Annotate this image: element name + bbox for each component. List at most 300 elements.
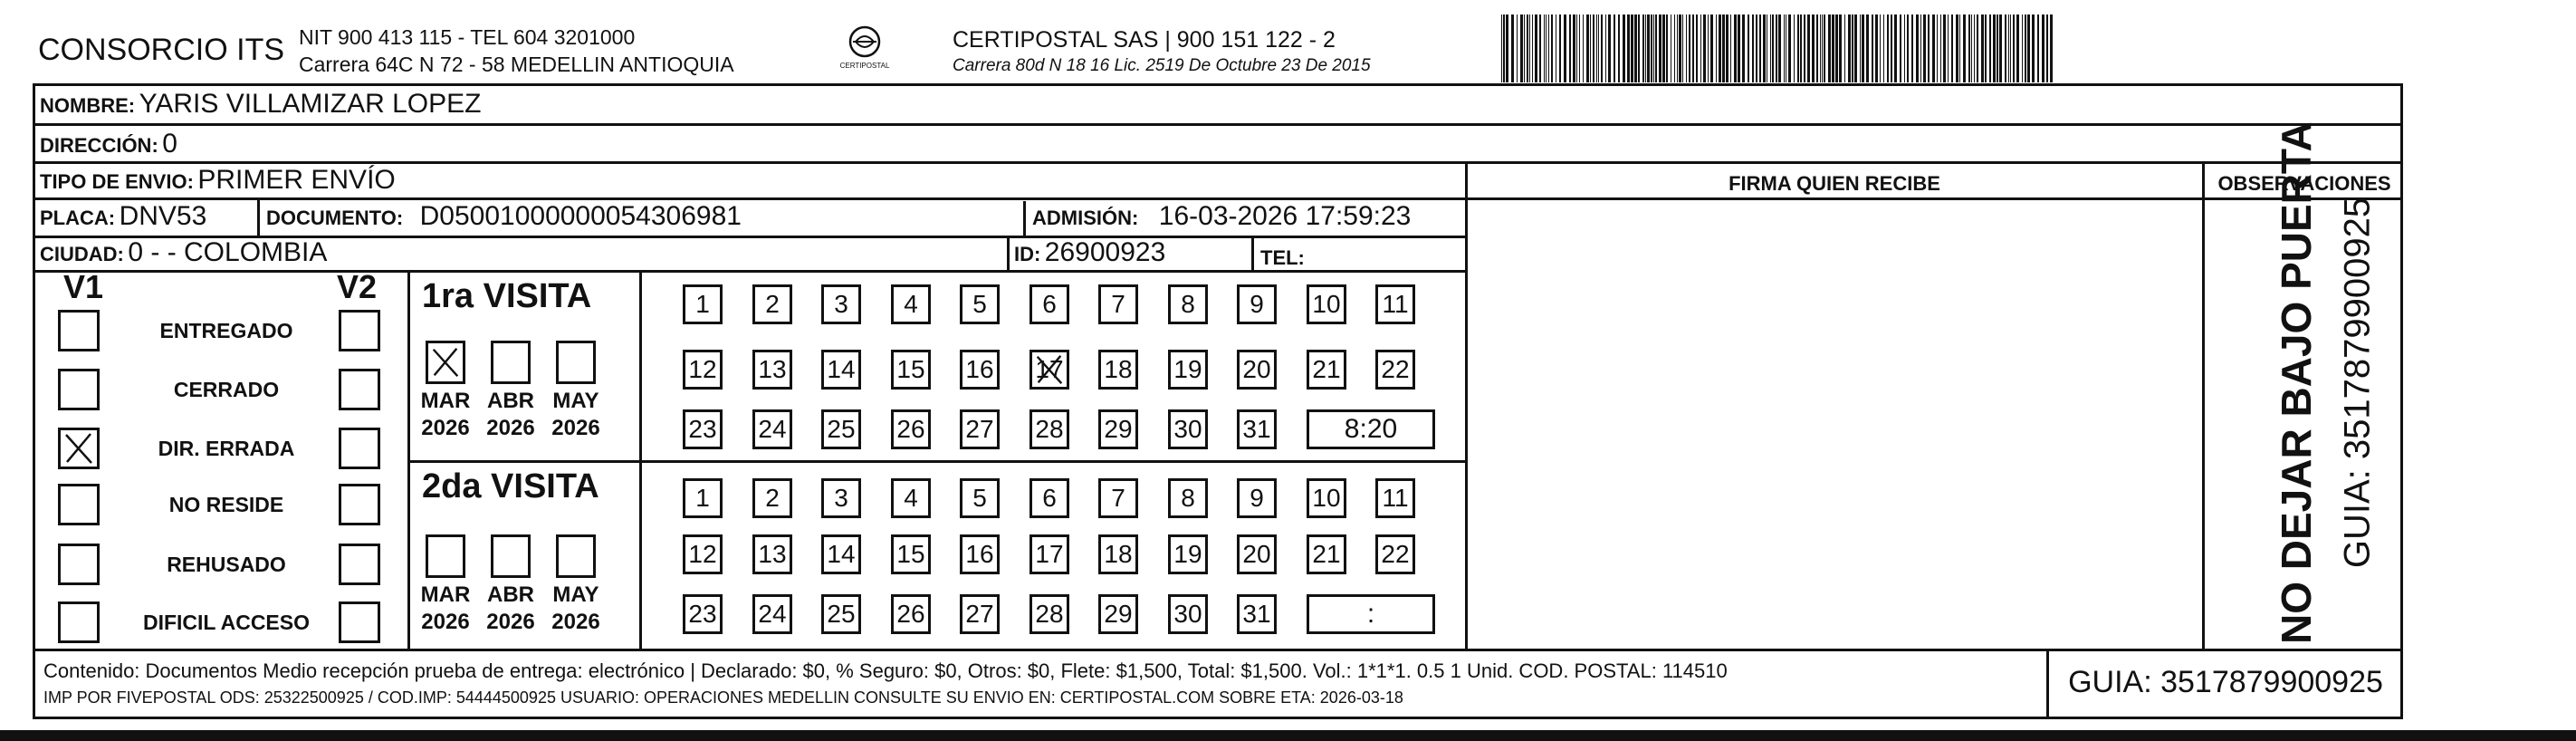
barcode-bar: [1968, 14, 1970, 82]
barcode-bar: [1662, 14, 1665, 82]
barcode-bar: [1583, 14, 1584, 82]
barcode-bar: [1763, 14, 1766, 82]
barcode-bar: [1963, 14, 1966, 82]
barcode-bar: [1999, 14, 2002, 82]
barcode-bar: [1576, 14, 1577, 82]
day-cell[interactable]: 15: [891, 350, 931, 390]
barcode-bar: [1932, 14, 1935, 82]
barcode-bar: [1679, 14, 1681, 82]
day-cell[interactable]: 16: [960, 350, 1000, 390]
barcode-bar: [1710, 14, 1713, 82]
v2-checkbox[interactable]: [339, 369, 380, 410]
x-mark-icon: [428, 343, 463, 381]
footer-line1: Contenido: Documentos Medio recepción prueba de entrega: electrónico | Declarado: $0, % Seguro: $0, Otros: $0, Flete: $1,500, Total: $1,500. Vol.: 1*1*1. 0.5 1 Unid. COD. POSTAL: 114510: [43, 659, 1728, 682]
v1-label: V1: [63, 268, 104, 305]
carrier-line1: CERTIPOSTAL SAS | 900 151 122 - 2: [953, 27, 1336, 53]
barcode-bar: [1546, 14, 1547, 82]
v1-checkbox[interactable]: [58, 428, 100, 469]
day-cell[interactable]: 1: [683, 284, 723, 324]
signature-header: FIRMA QUIEN RECIBE: [1729, 172, 1940, 195]
plate-label: PLACA:: [40, 207, 116, 229]
month-checkbox[interactable]: [426, 534, 465, 578]
shipment-type-value: PRIMER ENVÍO: [197, 165, 396, 195]
barcode-bar: [1501, 14, 1502, 82]
barcode-bar: [1614, 14, 1615, 82]
barcode-bar: [2050, 14, 2053, 82]
day-cell[interactable]: 31: [1237, 594, 1277, 634]
tel-label: TEL:: [1260, 246, 1305, 269]
day-cell[interactable]: 25: [821, 409, 861, 449]
visit1-title: 1ra VISITA: [422, 277, 592, 315]
id-value: 26900923: [1044, 237, 1166, 267]
name-label: NOMBRE:: [40, 94, 136, 117]
barcode-bar: [1708, 14, 1709, 82]
barcode: [1501, 14, 2226, 82]
month-checkbox[interactable]: [556, 341, 596, 384]
v2-label: V2: [337, 268, 378, 305]
barcode-bar: [1539, 14, 1541, 82]
day-cell[interactable]: 20: [1237, 534, 1277, 574]
barcode-bar: [1824, 14, 1825, 82]
barcode-bar: [1703, 14, 1706, 82]
day-cell[interactable]: 17: [1029, 534, 1069, 574]
barcode-bar: [1807, 14, 1810, 82]
rule: [1465, 197, 2403, 200]
status-label: REHUSADO: [167, 553, 286, 576]
day-cell[interactable]: 12: [683, 350, 723, 390]
barcode-bar: [1605, 14, 1606, 82]
barcode-bar: [1535, 14, 1537, 82]
rule: [33, 270, 1467, 273]
footer-guide: GUIA: 3517879900925: [2068, 665, 2383, 699]
time-field[interactable]: :: [1307, 594, 1435, 634]
rule: [1007, 236, 1010, 270]
barcode-bar: [1586, 14, 1589, 82]
day-cell[interactable]: 5: [960, 284, 1000, 324]
barcode-bar: [1647, 14, 1650, 82]
barcode-bar: [1759, 14, 1761, 82]
barcode-bar: [1860, 14, 1861, 82]
barcode-bar: [2042, 14, 2045, 82]
year-label: 2026: [486, 416, 535, 440]
barcode-bar: [1722, 14, 1725, 82]
barcode-bar: [1529, 14, 1530, 82]
barcode-bar: [1756, 14, 1757, 82]
barcode-bar: [1719, 14, 1721, 82]
day-cell[interactable]: 14: [821, 350, 861, 390]
month-label: MAY: [552, 582, 599, 607]
rule: [407, 270, 410, 649]
v1-checkbox[interactable]: [58, 310, 100, 351]
v2-checkbox[interactable]: [339, 544, 380, 585]
v1-checkbox[interactable]: [58, 544, 100, 585]
barcode-bar: [1866, 14, 1869, 82]
day-cell[interactable]: 21: [1307, 534, 1346, 574]
side-guide: GUIA: 3517879900925: [2337, 197, 2378, 569]
barcode-bar: [1716, 14, 1717, 82]
barcode-bar: [1738, 14, 1740, 82]
day-cell[interactable]: 20: [1237, 350, 1277, 390]
barcode-bar: [1730, 14, 1731, 82]
barcode-bar: [1880, 14, 1881, 82]
v2-checkbox[interactable]: [339, 428, 380, 469]
v1-checkbox[interactable]: [58, 369, 100, 410]
barcode-bar: [1943, 14, 1946, 82]
barcode-bar: [2013, 14, 2015, 82]
observations-header: OBSERVACIONES: [2217, 172, 2391, 195]
barcode-bar: [1848, 14, 1851, 82]
admission-label: ADMISIÓN:: [1032, 207, 1139, 229]
day-cell[interactable]: 31: [1237, 409, 1277, 449]
barcode-bar: [1692, 14, 1694, 82]
visit2-title: 2da VISITA: [422, 467, 599, 505]
status-label: NO RESIDE: [168, 493, 284, 516]
barcode-bar: [1590, 14, 1591, 82]
company-line2: Carrera 64C N 72 - 58 MEDELLIN ANTIOQUIA: [299, 53, 734, 76]
month-checkbox[interactable]: [426, 341, 465, 384]
barcode-bar: [1642, 14, 1644, 82]
barcode-bar: [1907, 14, 1909, 82]
barcode-bar: [1844, 14, 1845, 82]
month-label: MAY: [552, 389, 599, 413]
barcode-bar: [1872, 14, 1873, 82]
city-label: CIUDAD:: [40, 243, 124, 265]
v2-checkbox[interactable]: [339, 601, 380, 643]
barcode-bar: [1804, 14, 1805, 82]
carrier-line2: Carrera 80d N 18 16 Lic. 2519 De Octubre 23 De 2015: [953, 56, 1371, 75]
day-cell[interactable]: 10: [1307, 284, 1346, 324]
day-cell[interactable]: 11: [1375, 284, 1415, 324]
month-label: ABR: [487, 582, 534, 607]
barcode-bar: [1593, 14, 1594, 82]
document-row: [266, 201, 742, 232]
barcode-bar: [2008, 14, 2009, 82]
id-label: ID:: [1014, 243, 1041, 265]
barcode-bar: [1674, 14, 1675, 82]
day-cell[interactable]: 6: [1029, 284, 1069, 324]
day-cell[interactable]: 27: [960, 594, 1000, 634]
day-cell[interactable]: 4: [891, 284, 931, 324]
month-label: ABR: [487, 389, 534, 413]
barcode-bar: [2016, 14, 2019, 82]
day-cell[interactable]: 6: [1029, 478, 1069, 518]
barcode-bar: [1951, 14, 1953, 82]
day-cell[interactable]: 23: [683, 594, 723, 634]
address-row: [40, 129, 177, 159]
barcode-bar: [1520, 14, 1523, 82]
day-cell[interactable]: 3: [821, 284, 861, 324]
day-cell[interactable]: 27: [960, 409, 1000, 449]
barcode-bar: [1598, 14, 1599, 82]
barcode-bar: [1778, 14, 1781, 82]
barcode-bar: [1638, 14, 1640, 82]
barcode-bar: [1726, 14, 1729, 82]
tel-row: [1260, 241, 1305, 272]
day-cell[interactable]: 2: [752, 478, 792, 518]
day-cell[interactable]: 3: [821, 478, 861, 518]
day-cell[interactable]: 21: [1307, 350, 1346, 390]
barcode-bar: [1559, 14, 1561, 82]
barcode-bar: [1569, 14, 1571, 82]
v2-checkbox[interactable]: [339, 310, 380, 351]
barcode-bar: [1677, 14, 1678, 82]
day-cell[interactable]: 12: [683, 534, 723, 574]
barcode-bar: [1788, 14, 1791, 82]
barcode-bar: [1900, 14, 1901, 82]
barcode-bar: [1974, 14, 1975, 82]
day-cell[interactable]: 18: [1098, 534, 1138, 574]
bottom-edge: [0, 730, 2576, 741]
barcode-bar: [1686, 14, 1687, 82]
barcode-bar: [1971, 14, 1972, 82]
barcode-bar: [1506, 14, 1508, 82]
name-row: [40, 89, 481, 120]
barcode-bar: [2005, 14, 2006, 82]
day-cell[interactable]: 29: [1098, 594, 1138, 634]
day-cell[interactable]: 9: [1237, 284, 1277, 324]
day-cell[interactable]: 22: [1375, 534, 1415, 574]
v1-checkbox[interactable]: [58, 601, 100, 643]
day-cell[interactable]: 16: [960, 534, 1000, 574]
barcode-bar: [1700, 14, 1701, 82]
barcode-bar: [1608, 14, 1611, 82]
barcode-bar: [1645, 14, 1646, 82]
day-cell[interactable]: 10: [1307, 478, 1346, 518]
day-cell[interactable]: 13: [752, 350, 792, 390]
day-cell[interactable]: 29: [1098, 409, 1138, 449]
name-value: YARIS VILLAMIZAR LOPEZ: [139, 89, 482, 119]
barcode-bar: [2025, 14, 2026, 82]
day-cell[interactable]: 26: [891, 409, 931, 449]
barcode-bar: [1985, 14, 1987, 82]
barcode-bar: [1689, 14, 1690, 82]
barcode-bar: [1634, 14, 1637, 82]
rule: [1465, 161, 1468, 650]
day-cell[interactable]: 8: [1168, 284, 1208, 324]
footer-line2: IMP POR FIVEPOSTAL ODS: 25322500925 / COD.IMP: 54444500925 USUARIO: OPERACIONES MEDELLIN CONSULTE SU ENVIO EN: CERTIPOSTAL.COM SOBRE ETA: 2026-03-18: [43, 688, 1403, 707]
barcode-bar: [2046, 14, 2048, 82]
day-cell[interactable]: 26: [891, 594, 931, 634]
day-cell[interactable]: 8: [1168, 478, 1208, 518]
barcode-bar: [1551, 14, 1553, 82]
barcode-bar: [1532, 14, 1533, 82]
logo-text: CERTIPOSTAL: [839, 62, 890, 70]
v2-checkbox[interactable]: [339, 484, 380, 525]
day-cell[interactable]: 4: [891, 478, 931, 518]
status-label: ENTREGADO: [159, 319, 293, 342]
barcode-bar: [1820, 14, 1821, 82]
v1-checkbox[interactable]: [58, 484, 100, 525]
admission-value: 16-03-2026 17:59:23: [1158, 201, 1412, 231]
day-cell[interactable]: 24: [752, 409, 792, 449]
month-checkbox[interactable]: [556, 534, 596, 578]
barcode-bar: [1517, 14, 1518, 82]
barcode-bar: [1631, 14, 1633, 82]
rule: [407, 460, 1467, 463]
barcode-bar: [1920, 14, 1921, 82]
barcode-bar: [1544, 14, 1545, 82]
address-label: DIRECCIÓN:: [40, 134, 158, 157]
day-cell[interactable]: 14: [821, 534, 861, 574]
rule: [1251, 236, 1254, 270]
month-checkbox[interactable]: [491, 534, 531, 578]
barcode-bar: [1784, 14, 1785, 82]
barcode-bar: [2032, 14, 2035, 82]
certipostal-logo: [833, 24, 896, 74]
barcode-bar: [1883, 14, 1884, 82]
address-value: 0: [162, 129, 177, 159]
month-checkbox[interactable]: [491, 341, 531, 384]
barcode-bar: [1734, 14, 1737, 82]
plate-value: DNV53: [119, 201, 207, 231]
day-cell[interactable]: 25: [821, 594, 861, 634]
barcode-bar: [1948, 14, 1949, 82]
day-cell[interactable]: 28: [1029, 594, 1069, 634]
day-cell[interactable]: 2: [752, 284, 792, 324]
barcode-bar: [1937, 14, 1938, 82]
barcode-bar: [1682, 14, 1683, 82]
barcode-bar: [1940, 14, 1941, 82]
shipment-type-row: [40, 165, 396, 196]
shipment-type-label: TIPO DE ENVIO:: [40, 170, 194, 193]
barcode-bar: [1923, 14, 1926, 82]
rule: [33, 123, 2403, 126]
barcode-bar: [1748, 14, 1749, 82]
day-cell[interactable]: 23: [683, 409, 723, 449]
barcode-bar: [1623, 14, 1625, 82]
barcode-bar: [1832, 14, 1834, 82]
company-line1: NIT 900 413 115 - TEL 604 3201000: [299, 25, 636, 49]
city-value: 0 - - COLOMBIA: [128, 237, 328, 267]
rule: [639, 270, 642, 649]
status-label: DIR. ERRADA: [158, 437, 295, 460]
day-cell[interactable]: 24: [752, 594, 792, 634]
barcode-bar: [1564, 14, 1566, 82]
barcode-bar: [1573, 14, 1575, 82]
year-label: 2026: [421, 416, 470, 440]
barcode-bar: [1579, 14, 1580, 82]
id-row: [1014, 237, 1165, 268]
barcode-bar: [1797, 14, 1799, 82]
day-cell[interactable]: 7: [1098, 478, 1138, 518]
day-cell[interactable]: 30: [1168, 594, 1208, 634]
status-label: DIFICIL ACCESO: [142, 611, 310, 634]
barcode-bar: [1524, 14, 1525, 82]
rule: [2202, 161, 2205, 650]
city-row: [40, 237, 327, 268]
barcode-bar: [1655, 14, 1657, 82]
barcode-bar: [1875, 14, 1878, 82]
barcode-bar: [1822, 14, 1823, 82]
barcode-bar: [1511, 14, 1514, 82]
barcode-bar: [1904, 14, 1905, 82]
month-label: MAR: [420, 582, 471, 607]
barcode-bar: [1659, 14, 1661, 82]
rule: [257, 197, 260, 236]
day-cell[interactable]: 22: [1375, 350, 1415, 390]
barcode-bar: [1928, 14, 1930, 82]
year-label: 2026: [551, 416, 600, 440]
barcode-bar: [1839, 14, 1842, 82]
day-cell[interactable]: 30: [1168, 409, 1208, 449]
barcode-bar: [1627, 14, 1630, 82]
barcode-bar: [2022, 14, 2023, 82]
barcode-bar: [1800, 14, 1802, 82]
barcode-bar: [1812, 14, 1815, 82]
barcode-bar: [1666, 14, 1668, 82]
barcode-bar: [1772, 14, 1774, 82]
barcode-bar: [1651, 14, 1652, 82]
barcode-bar: [1852, 14, 1853, 82]
day-cell[interactable]: 19: [1168, 534, 1208, 574]
barcode-bar: [1752, 14, 1754, 82]
day-cell[interactable]: 19: [1168, 350, 1208, 390]
plate-row: [40, 201, 206, 232]
barcode-bar: [1887, 14, 1889, 82]
admission-row: [1032, 201, 1411, 232]
x-mark-icon: [61, 430, 97, 467]
day-cell[interactable]: 11: [1375, 478, 1415, 518]
day-cell[interactable]: 7: [1098, 284, 1138, 324]
day-cell[interactable]: 15: [891, 534, 931, 574]
day-cell[interactable]: 13: [752, 534, 792, 574]
day-cell[interactable]: 17: [1029, 350, 1069, 390]
year-label: 2026: [486, 610, 535, 634]
day-cell[interactable]: 18: [1098, 350, 1138, 390]
barcode-bar: [1742, 14, 1745, 82]
barcode-bar: [2010, 14, 2011, 82]
barcode-bar: [1770, 14, 1771, 82]
barcode-bar: [1776, 14, 1777, 82]
barcode-bar: [1601, 14, 1603, 82]
day-cell[interactable]: 1: [683, 478, 723, 518]
barcode-bar: [1894, 14, 1897, 82]
barcode-bar: [1891, 14, 1892, 82]
day-cell[interactable]: 28: [1029, 409, 1069, 449]
barcode-bar: [1548, 14, 1549, 82]
barcode-bar: [1835, 14, 1838, 82]
barcode-bar: [1596, 14, 1597, 82]
time-field[interactable]: 8:20: [1307, 409, 1435, 449]
barcode-bar: [1997, 14, 1998, 82]
year-label: 2026: [551, 610, 600, 634]
day-cell[interactable]: 5: [960, 478, 1000, 518]
barcode-bar: [1618, 14, 1620, 82]
company-name: CONSORCIO ITS: [38, 33, 285, 67]
barcode-bar: [1653, 14, 1654, 82]
day-cell[interactable]: 9: [1237, 478, 1277, 518]
year-label: 2026: [421, 610, 470, 634]
status-label: CERRADO: [173, 378, 280, 401]
barcode-bar: [2027, 14, 2030, 82]
barcode-bar: [1816, 14, 1818, 82]
barcode-bar: [1981, 14, 1984, 82]
x-mark-icon: [1032, 352, 1067, 387]
barcode-bar: [1916, 14, 1919, 82]
barcode-bar: [1527, 14, 1528, 82]
barcode-bar: [1696, 14, 1698, 82]
barcode-bar: [1828, 14, 1831, 82]
barcode-bar: [1794, 14, 1795, 82]
barcode-bar: [1911, 14, 1913, 82]
rule: [1023, 201, 1026, 236]
document-label: DOCUMENTO:: [266, 207, 404, 229]
barcode-bar: [1956, 14, 1958, 82]
document-value: D05001000000054306981: [419, 201, 742, 231]
barcode-bar: [2037, 14, 2039, 82]
barcode-bar: [1862, 14, 1864, 82]
barcode-bar: [1989, 14, 1991, 82]
